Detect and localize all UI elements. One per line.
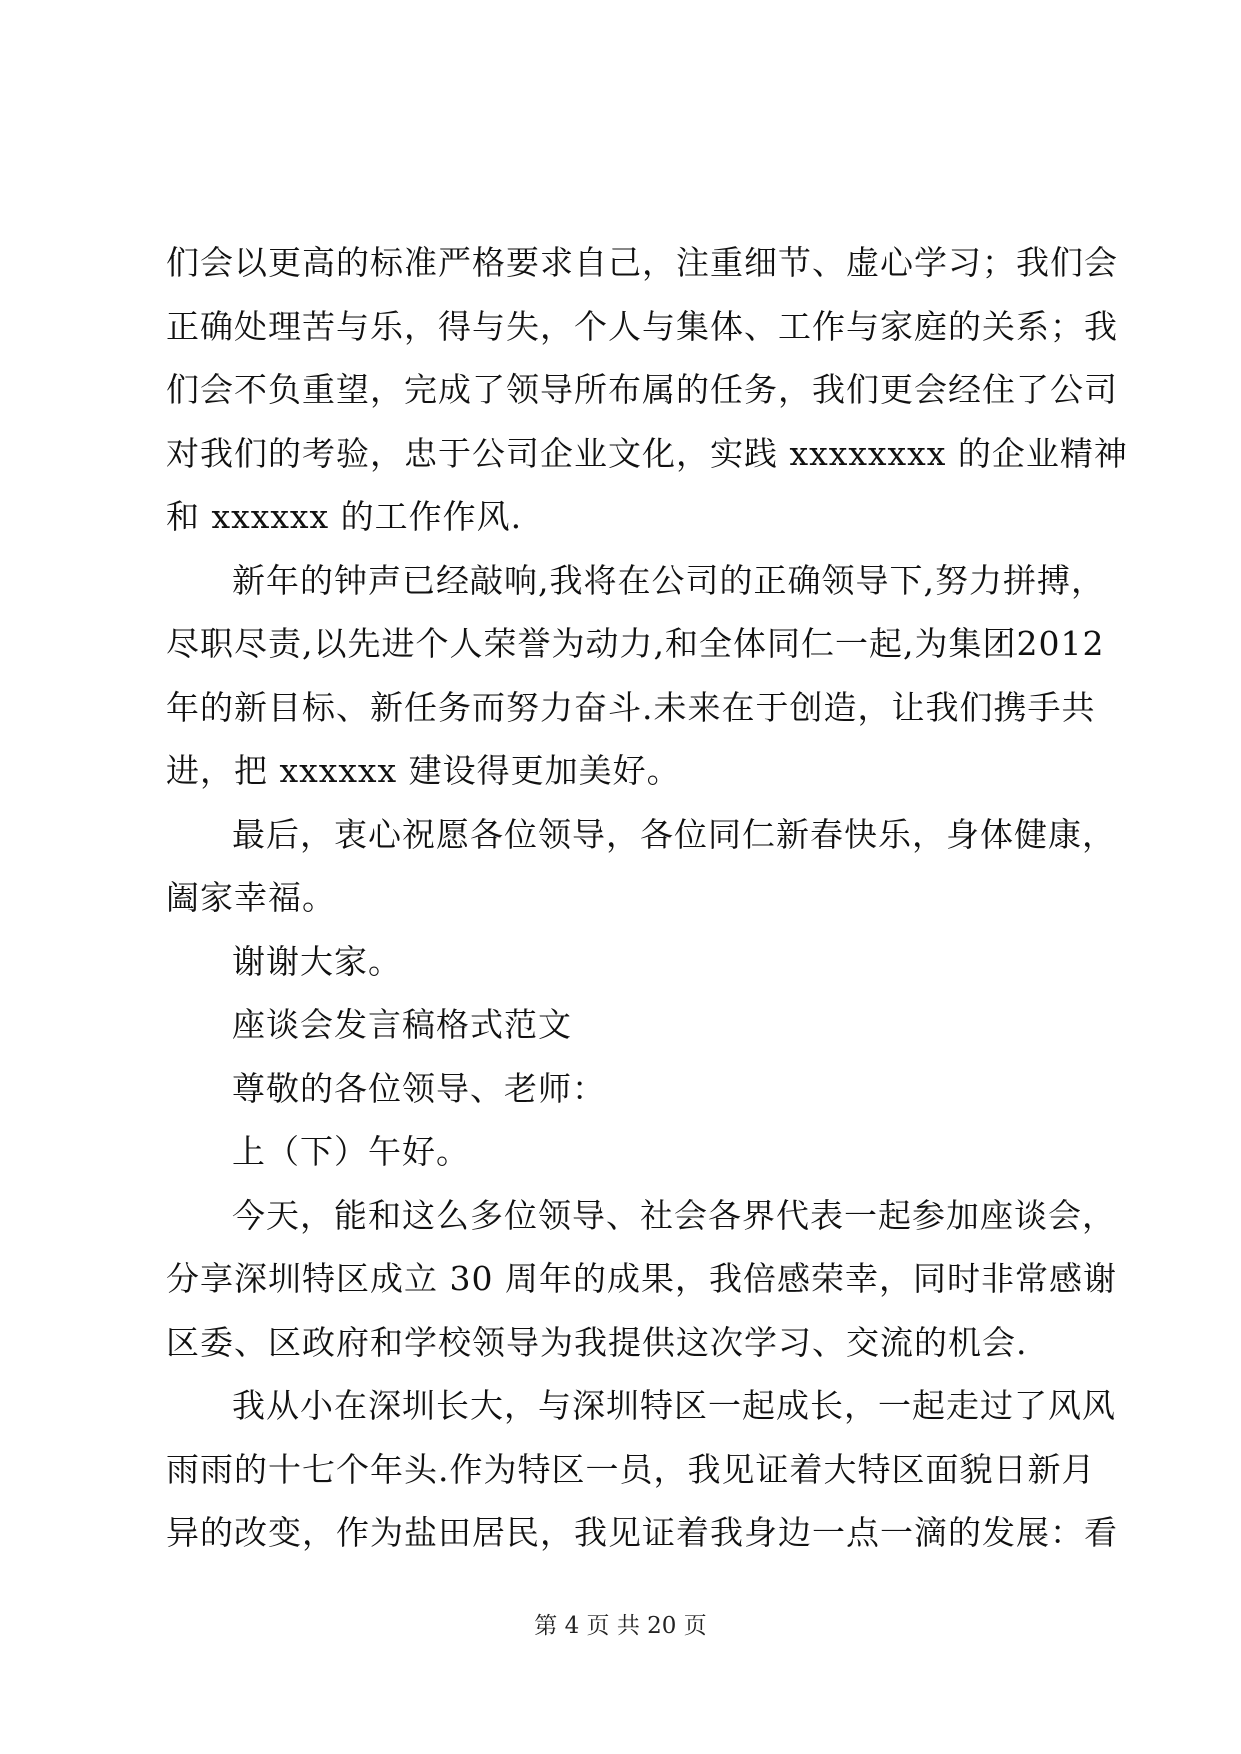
text-line: 雨雨的十七个年头.作为特区一员，我见证着大特区面貌日新月 (166, 1449, 1096, 1489)
salutation: 尊敬的各位领导、老师： (232, 1068, 606, 1108)
greeting: 上（下）午好。 (232, 1132, 470, 1171)
text-line: 年的新目标、新任务而努力奋斗.未来在于创造，让我们携手共 (166, 687, 1096, 727)
text-line: 进，把 xxxxxx 建设得更加美好。 (166, 751, 681, 790)
text-line: 们会不负重望，完成了领导所布属的任务，我们更会经住了公司 (166, 370, 1118, 409)
text-line: 尽职尽责,以先进个人荣誉为动力,和全体同仁一起,为集团2012 (166, 624, 1105, 663)
text-line: 新年的钟声已经敲响,我将在公司的正确领导下,努力拼搏， (232, 560, 1105, 600)
text-line: 正确处理苦与乐，得与失，个人与集体、工作与家庭的关系；我 (166, 306, 1118, 346)
document-body (166, 231, 1128, 1565)
page-number-footer: 第 4 页 共 20 页 (534, 1613, 707, 1639)
text-line: 和 xxxxxx 的工作作风. (166, 497, 523, 536)
text-line: 谢谢大家。 (232, 941, 402, 981)
text-line: 我从小在深圳长大，与深圳特区一起成长，一起走过了风风 (232, 1386, 1116, 1425)
text-line: 阖家幸福。 (166, 878, 336, 917)
section-heading: 座谈会发言稿格式范文 (232, 1005, 572, 1044)
text-line: 今天，能和这么多位领导、社会各界代表一起参加座谈会， (232, 1195, 1116, 1235)
text-line: 异的改变，作为盐田居民，我见证着我身边一点一滴的发展：看 (166, 1513, 1118, 1552)
text-line: 们会以更高的标准严格要求自己，注重细节、虚心学习；我们会 (166, 243, 1118, 282)
text-line: 最后，衷心祝愿各位领导，各位同仁新春快乐，身体健康， (232, 814, 1116, 854)
text-line: 区委、区政府和学校领导为我提供这次学习、交流的机会. (166, 1322, 1028, 1362)
text-line: 分享深圳特区成立 30 周年的成果，我倍感荣幸，同时非常感谢 (166, 1259, 1117, 1298)
text-line: 对我们的考验，忠于公司企业文化，实践 xxxxxxxx 的企业精神 (166, 433, 1128, 473)
